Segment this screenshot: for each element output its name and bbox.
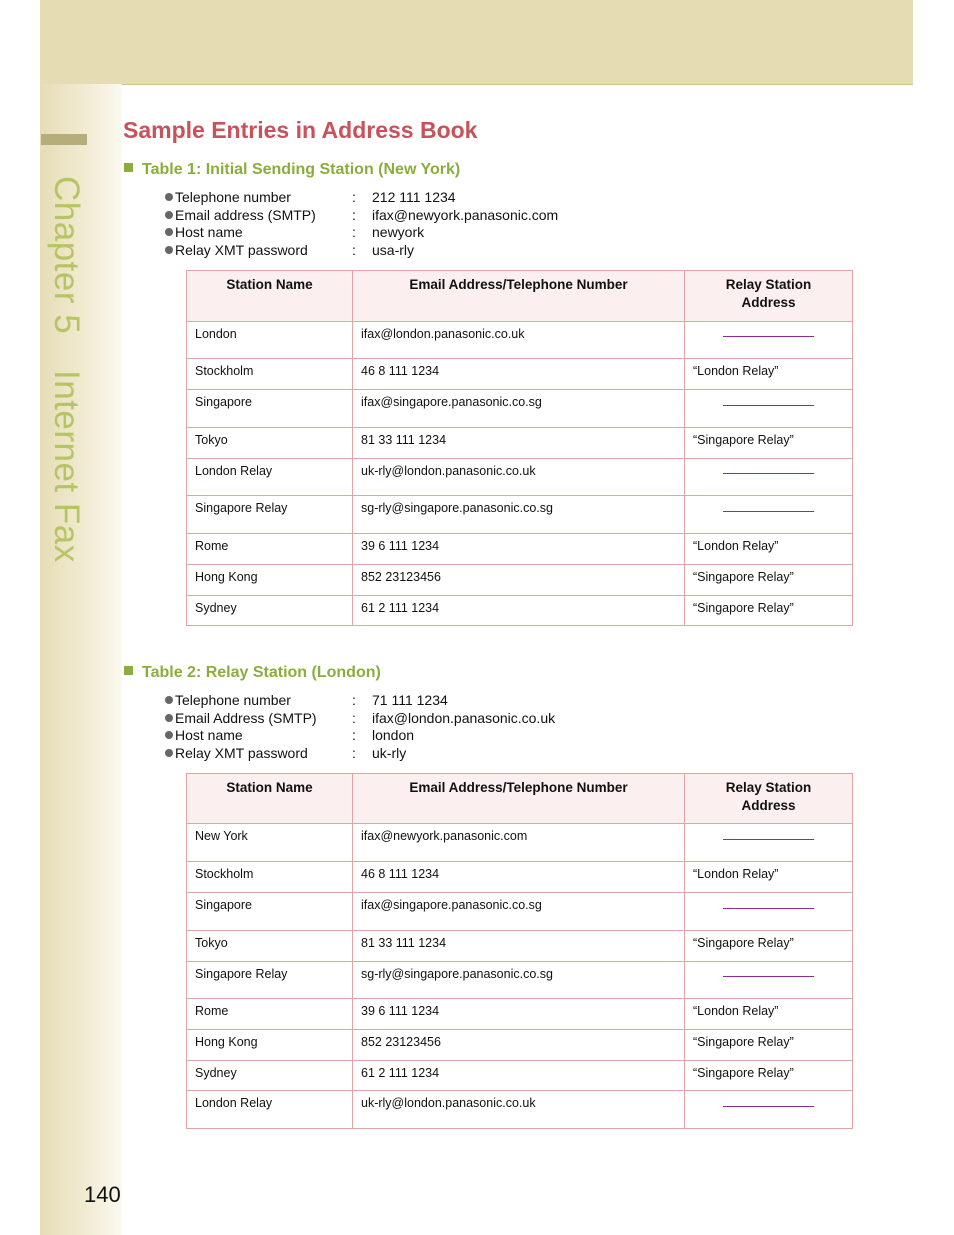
station-address: 61 2 111 1234: [353, 596, 685, 626]
table2-heading: [124, 664, 381, 682]
relay-station-address: [685, 496, 853, 534]
bullet-icon: [165, 696, 173, 704]
station-name: Singapore: [187, 390, 353, 428]
bullet-icon: [165, 211, 173, 219]
relay-station-address: “Singapore Relay”: [685, 1061, 853, 1091]
station-name: Singapore: [187, 893, 353, 931]
info-label: Host name: [175, 224, 243, 241]
chapter-name: Internet Fax: [47, 370, 86, 563]
info-label: Email Address (SMTP): [175, 709, 317, 726]
relay-station-address: [685, 893, 853, 931]
station-name: Sydney: [187, 1061, 353, 1091]
bullet-icon: [165, 749, 173, 757]
table-row: [187, 999, 853, 1030]
station-name: Stockholm: [187, 862, 353, 893]
station-address: sg-rly@singapore.panasonic.co.sg: [353, 962, 685, 999]
info-label: Relay XMT password: [175, 745, 308, 762]
info-value: 212 111 1234: [372, 189, 456, 205]
station-name: London Relay: [187, 459, 353, 496]
table1-heading: [124, 161, 460, 179]
station-name: Tokyo: [187, 931, 353, 962]
info-label: Relay XMT password: [175, 242, 308, 259]
info-value: uk-rly: [372, 745, 407, 762]
station-address: 39 6 111 1234: [353, 999, 685, 1030]
station-name: Stockholm: [187, 359, 353, 390]
page-number: 140: [84, 1182, 121, 1207]
table-row: [187, 428, 853, 459]
table-row: [187, 459, 853, 496]
bullet-icon: [165, 193, 173, 201]
station-address: ifax@singapore.panasonic.co.sg: [353, 390, 685, 428]
info-value: usa-rly: [372, 242, 415, 259]
station-name: Rome: [187, 534, 353, 565]
station-name: Singapore Relay: [187, 962, 353, 999]
info-label: Telephone number: [175, 692, 291, 708]
blank-relay-line: [723, 473, 814, 474]
table-row: [187, 322, 853, 359]
table1-address-book: [186, 270, 853, 626]
station-name: Sydney: [187, 596, 353, 626]
station-address: uk-rly@london.panasonic.co.uk: [353, 1091, 685, 1129]
relay-station-address: “Singapore Relay”: [685, 931, 853, 962]
station-name: Tokyo: [187, 428, 353, 459]
column-header: Relay Station Address: [685, 271, 853, 322]
top-header-band: [40, 0, 913, 85]
station-address: uk-rly@london.panasonic.co.uk: [353, 459, 685, 496]
column-header: Station Name: [187, 271, 353, 322]
station-name: Hong Kong: [187, 1030, 353, 1061]
chapter-label: [46, 176, 86, 563]
table-header-row: [187, 774, 853, 824]
station-address: ifax@london.panasonic.co.uk: [353, 322, 685, 359]
station-name: London: [187, 322, 353, 359]
relay-station-address: “Singapore Relay”: [685, 428, 853, 459]
info-value: ifax@london.panasonic.co.uk: [372, 709, 556, 726]
table-row: [187, 893, 853, 931]
table-row: [187, 534, 853, 565]
relay-station-address: “London Relay”: [685, 999, 853, 1030]
blank-relay-line: [723, 1106, 814, 1107]
blank-relay-line: [723, 511, 814, 512]
chapter-tab-marker: [41, 134, 87, 145]
station-address: 39 6 111 1234: [353, 534, 685, 565]
relay-station-address: [685, 322, 853, 359]
table-row: [187, 1030, 853, 1061]
relay-station-address: [685, 1091, 853, 1129]
bullet-icon: [165, 228, 173, 236]
station-address: 46 8 111 1234: [353, 359, 685, 390]
relay-station-address: “Singapore Relay”: [685, 596, 853, 626]
table-row: [187, 824, 853, 862]
table-row: [187, 962, 853, 999]
relay-station-address: “London Relay”: [685, 534, 853, 565]
table-row: [187, 565, 853, 596]
station-name: London Relay: [187, 1091, 353, 1129]
table-row: [187, 862, 853, 893]
station-name: Rome: [187, 999, 353, 1030]
square-bullet-icon: [124, 163, 133, 172]
station-address: ifax@singapore.panasonic.co.sg: [353, 893, 685, 931]
column-header: Email Address/Telephone Number: [353, 271, 685, 322]
info-label: Email address (SMTP): [175, 206, 316, 223]
bullet-icon: [165, 714, 173, 722]
blank-relay-line: [723, 839, 814, 840]
relay-station-address: “Singapore Relay”: [685, 1030, 853, 1061]
info-label: Telephone number: [175, 189, 291, 205]
column-header: Relay Station Address: [685, 774, 853, 824]
info-value: ifax@newyork.panasonic.com: [372, 206, 559, 223]
page-title: Sample Entries in Address Book: [123, 117, 478, 143]
relay-station-address: [685, 390, 853, 428]
station-address: ifax@newyork.panasonic.com: [353, 824, 685, 862]
column-header: Email Address/Telephone Number: [353, 774, 685, 824]
station-address: 81 33 111 1234: [353, 931, 685, 962]
station-address: 61 2 111 1234: [353, 1061, 685, 1091]
square-bullet-icon: [124, 666, 133, 675]
bullet-icon: [165, 731, 173, 739]
table2-address-book: [186, 773, 853, 1129]
relay-station-address: “Singapore Relay”: [685, 565, 853, 596]
table-row: [187, 359, 853, 390]
station-address: 852 23123456: [353, 1030, 685, 1061]
column-header: Station Name: [187, 774, 353, 824]
station-address: 81 33 111 1234: [353, 428, 685, 459]
info-label: Host name: [175, 727, 243, 744]
table1-heading-text: Table 1: Initial Sending Station (New York): [142, 161, 461, 178]
info-value: 71 111 1234: [372, 692, 448, 708]
relay-station-address: [685, 824, 853, 862]
station-address: sg-rly@singapore.panasonic.co.sg: [353, 496, 685, 534]
table-row: [187, 1061, 853, 1091]
table-row: [187, 496, 853, 534]
table-header-row: [187, 271, 853, 322]
info-value: london: [372, 727, 415, 744]
station-name: Singapore Relay: [187, 496, 353, 534]
relay-station-address: “London Relay”: [685, 862, 853, 893]
relay-station-address: “London Relay”: [685, 359, 853, 390]
bullet-icon: [165, 246, 173, 254]
table-row: [187, 1091, 853, 1129]
station-name: Hong Kong: [187, 565, 353, 596]
relay-station-address: [685, 459, 853, 496]
station-address: 852 23123456: [353, 565, 685, 596]
blank-relay-line: [723, 908, 814, 909]
blank-relay-line: [723, 336, 814, 337]
station-address: 46 8 111 1234: [353, 862, 685, 893]
table-row: [187, 931, 853, 962]
info-value: newyork: [372, 224, 425, 241]
table-row: [187, 390, 853, 428]
chapter-number: Chapter 5: [47, 176, 86, 335]
station-name: New York: [187, 824, 353, 862]
table2-heading-text: Table 2: Relay Station (London): [142, 664, 381, 681]
relay-station-address: [685, 962, 853, 999]
blank-relay-line: [723, 976, 814, 977]
blank-relay-line: [723, 405, 814, 406]
table-row: [187, 596, 853, 626]
